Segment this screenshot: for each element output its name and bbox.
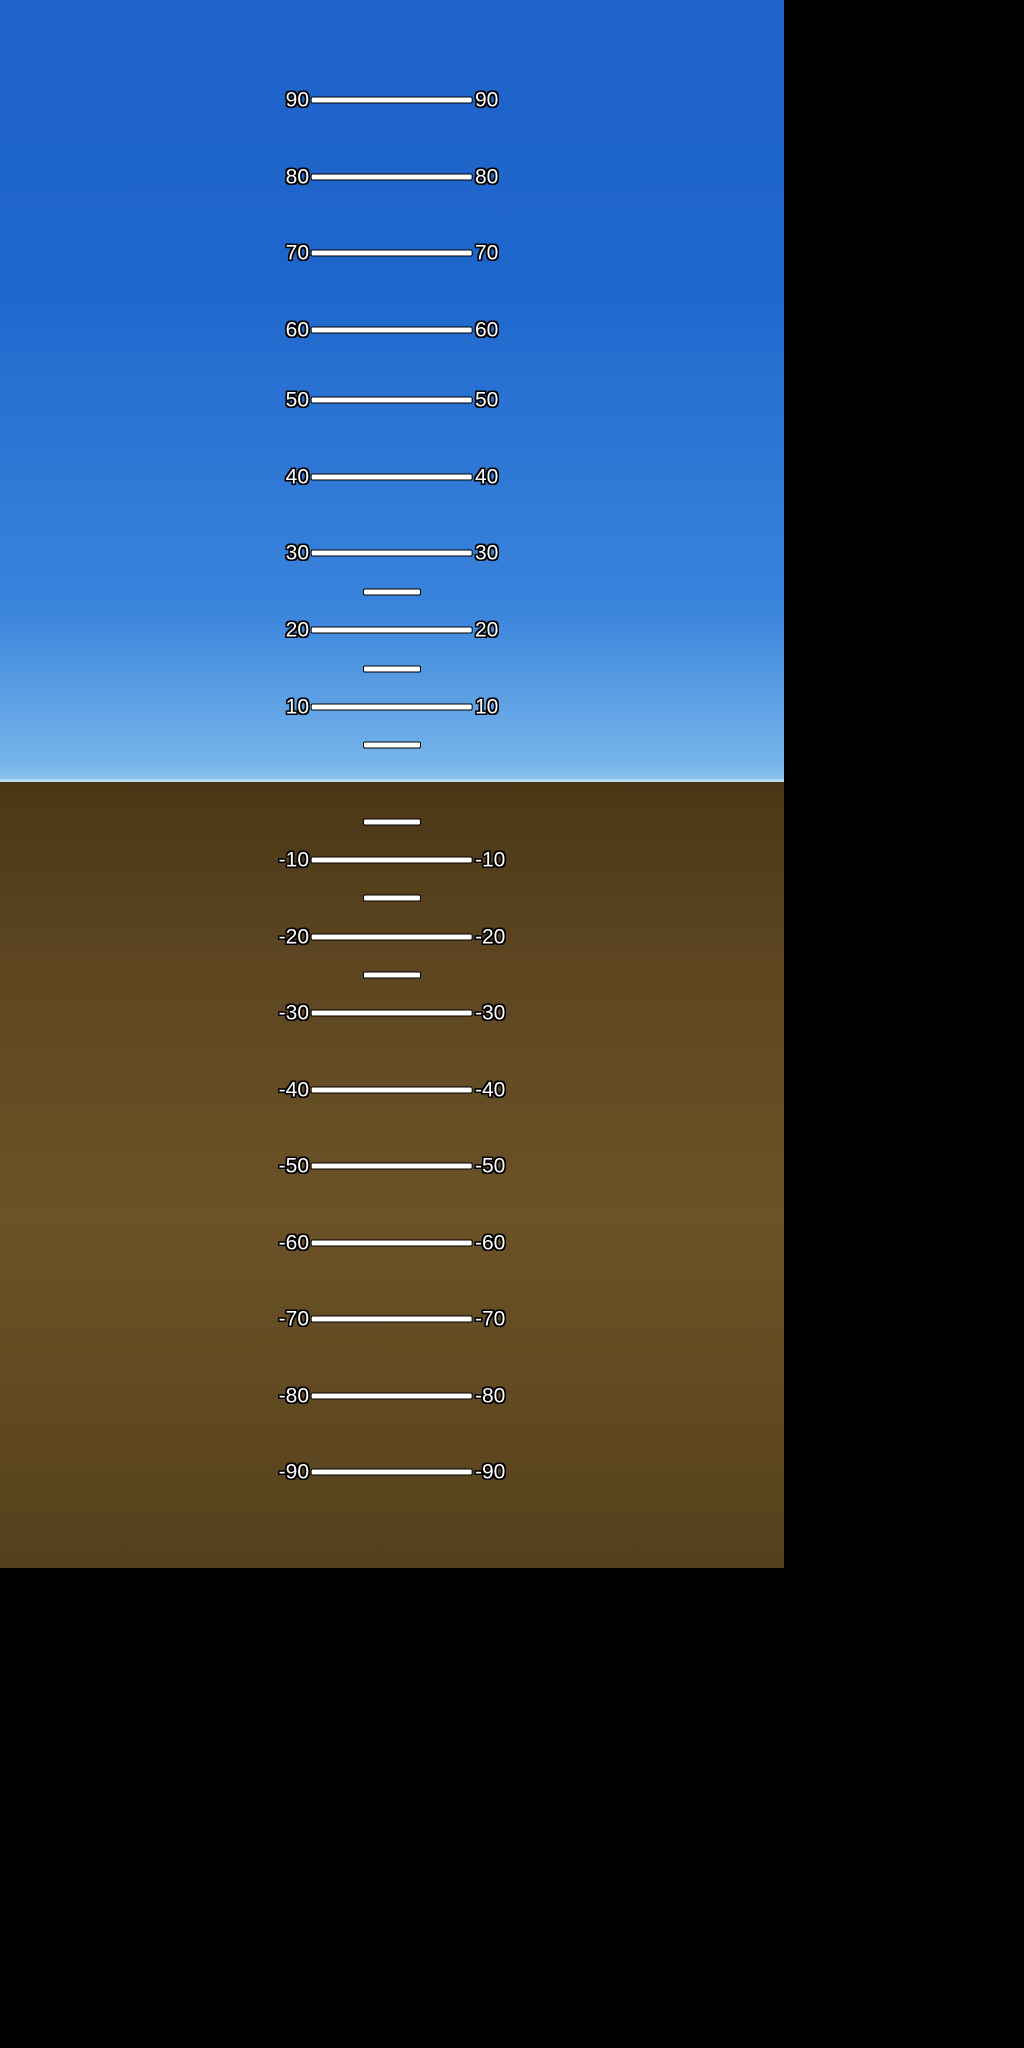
pitch-rung bbox=[286, 243, 499, 264]
pitch-rung-bar bbox=[311, 97, 473, 104]
pitch-rung bbox=[279, 1386, 506, 1407]
pitch-rung bbox=[363, 742, 421, 749]
pitch-label-left: -60 bbox=[278, 1231, 309, 1255]
pitch-label-right: -10 bbox=[475, 848, 506, 872]
pitch-label-left: 60 bbox=[285, 318, 309, 342]
pitch-label-right: -80 bbox=[475, 1384, 506, 1408]
pitch-rung bbox=[363, 895, 421, 902]
pitch-rung-bar bbox=[311, 1240, 473, 1247]
pitch-label-left: 10 bbox=[285, 695, 309, 719]
pitch-label-left: 70 bbox=[285, 241, 309, 265]
pitch-rung bbox=[279, 1156, 506, 1177]
pitch-rung-bar bbox=[311, 857, 473, 864]
pitch-rung bbox=[286, 620, 499, 641]
pitch-rung bbox=[279, 1080, 506, 1101]
pitch-label-right: -50 bbox=[475, 1154, 506, 1178]
pitch-rung bbox=[279, 1003, 506, 1024]
pitch-rung-bar bbox=[311, 474, 473, 481]
pitch-rung bbox=[363, 666, 421, 673]
pitch-label-left: -20 bbox=[278, 925, 309, 949]
pitch-rung-bar bbox=[311, 397, 473, 404]
pitch-rung bbox=[286, 167, 499, 188]
pitch-label-left: 20 bbox=[285, 618, 309, 642]
pitch-rung bbox=[363, 589, 421, 596]
pitch-label-right: 10 bbox=[475, 695, 499, 719]
pitch-label-right: -70 bbox=[475, 1307, 506, 1331]
pitch-rung bbox=[286, 467, 499, 488]
pitch-rung-bar bbox=[311, 327, 473, 334]
pitch-label-right: 40 bbox=[475, 465, 499, 489]
pitch-label-right: 20 bbox=[475, 618, 499, 642]
pitch-rung bbox=[279, 927, 506, 948]
pitch-rung-bar bbox=[363, 666, 421, 673]
pitch-rung bbox=[279, 1309, 506, 1330]
pitch-rung-bar bbox=[311, 1087, 473, 1094]
pitch-rung-bar bbox=[311, 1163, 473, 1170]
pitch-rung bbox=[279, 1462, 506, 1483]
pitch-label-left: -40 bbox=[278, 1078, 309, 1102]
pitch-rung bbox=[286, 543, 499, 564]
pitch-label-right: 80 bbox=[475, 165, 499, 189]
pitch-label-left: -50 bbox=[278, 1154, 309, 1178]
pitch-label-right: 60 bbox=[475, 318, 499, 342]
pitch-rung-bar bbox=[363, 972, 421, 979]
pitch-label-left: 40 bbox=[285, 465, 309, 489]
pitch-rung-bar bbox=[311, 627, 473, 634]
pitch-rung bbox=[286, 390, 499, 411]
pitch-label-right: -20 bbox=[475, 925, 506, 949]
pitch-rung bbox=[279, 850, 506, 871]
pitch-label-left: -10 bbox=[278, 848, 309, 872]
pitch-label-left: -70 bbox=[278, 1307, 309, 1331]
pitch-label-right: 70 bbox=[475, 241, 499, 265]
pitch-label-left: 30 bbox=[285, 541, 309, 565]
pitch-rung-bar bbox=[311, 704, 473, 711]
pitch-rung-bar bbox=[311, 250, 473, 257]
pitch-label-right: 50 bbox=[475, 388, 499, 412]
pitch-rung bbox=[363, 819, 421, 826]
pitch-rung bbox=[279, 1233, 506, 1254]
pitch-label-left: -30 bbox=[278, 1001, 309, 1025]
pitch-label-left: -80 bbox=[278, 1384, 309, 1408]
pitch-rung bbox=[286, 320, 499, 341]
pitch-label-left: 90 bbox=[285, 88, 309, 112]
pitch-rung bbox=[286, 90, 499, 111]
pitch-label-right: 30 bbox=[475, 541, 499, 565]
pitch-rung-bar bbox=[311, 1469, 473, 1476]
pitch-rung-bar bbox=[311, 1010, 473, 1017]
pitch-rung-bar bbox=[363, 819, 421, 826]
pitch-label-left: -90 bbox=[278, 1460, 309, 1484]
pitch-label-right: -30 bbox=[475, 1001, 506, 1025]
pitch-label-left: 50 bbox=[285, 388, 309, 412]
pitch-label-right: 90 bbox=[475, 88, 499, 112]
pitch-rung-bar bbox=[311, 934, 473, 941]
pitch-rung-bar bbox=[363, 742, 421, 749]
pitch-rung bbox=[286, 697, 499, 718]
pitch-label-right: -60 bbox=[475, 1231, 506, 1255]
pitch-rung-bar bbox=[311, 1393, 473, 1400]
pitch-rung-bar bbox=[311, 550, 473, 557]
pitch-rung-bar bbox=[311, 174, 473, 181]
pitch-rung bbox=[363, 972, 421, 979]
pitch-rung-bar bbox=[363, 589, 421, 596]
pitch-rung-bar bbox=[311, 1316, 473, 1323]
pitch-label-right: -40 bbox=[475, 1078, 506, 1102]
pitch-label-right: -90 bbox=[475, 1460, 506, 1484]
pitch-label-left: 80 bbox=[285, 165, 309, 189]
pitch-rung-bar bbox=[363, 895, 421, 902]
